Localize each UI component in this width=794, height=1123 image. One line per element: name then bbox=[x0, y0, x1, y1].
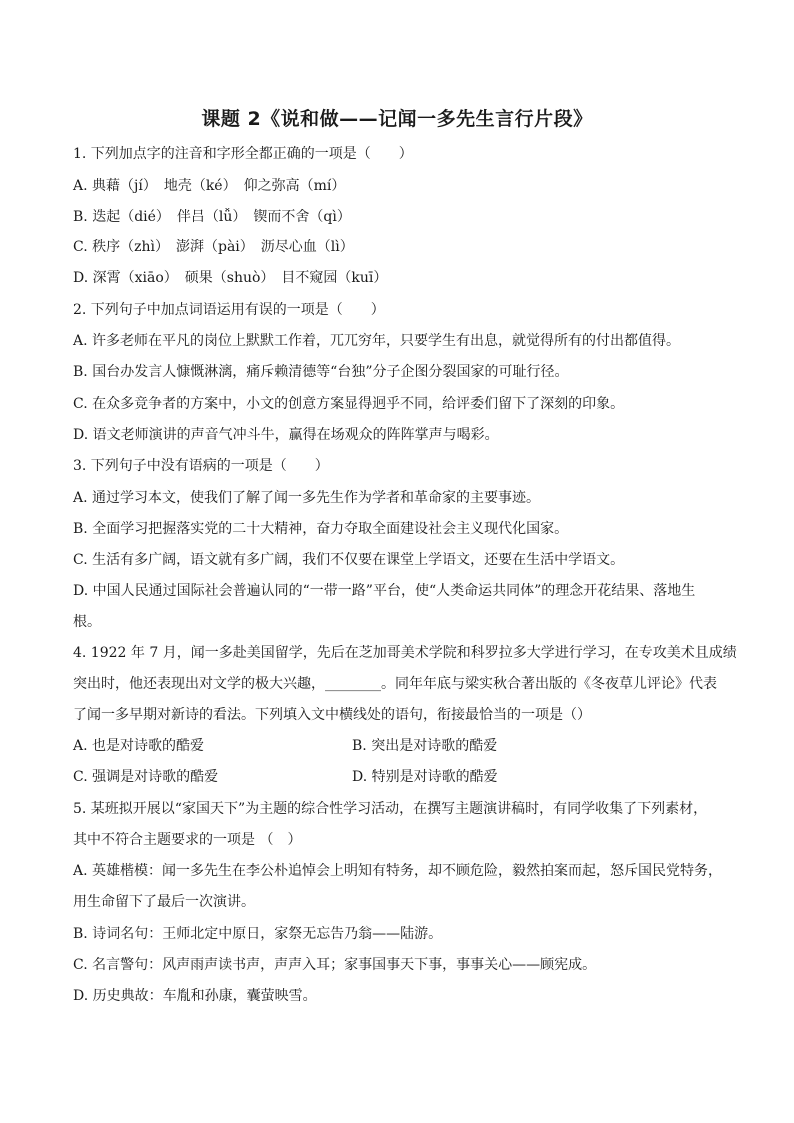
page-title: 课题 2《说和做——记闻一多先生言行片段》 bbox=[201, 108, 593, 130]
q5-option-c: C. 名言警句：风声雨声读书声，声声入耳；家事国事天下事，事事关心——顾宪成。 bbox=[73, 957, 597, 973]
q2-option-c: C. 在众多竞争者的方案中，小文的创意方案显得迥乎不同，给评委们留下了深刻的印象。 bbox=[73, 396, 625, 412]
q2-stem: 2. 下列句子中加点词语运用有误的一项是（ ） bbox=[73, 302, 385, 318]
q4-option-a: A. 也是对诗歌的酷爱 bbox=[73, 738, 205, 754]
q3-option-b: B. 全面学习把握落实党的二十大精神，奋力夺取全面建设社会主义现代化国家。 bbox=[73, 521, 569, 537]
q5-stem-line1: 5. 某班拟开展以“家国天下”为主题的综合性学习活动，在撰写主题演讲稿时，有同学收集了下列素材， bbox=[73, 801, 708, 817]
q3-option-c: C. 生活有多广阔，语文就有多广阔，我们不仅要在课堂上学语文，还要在生活中学语文。 bbox=[73, 552, 625, 568]
q5-option-a: A. 英雄楷模：闻一多先生在李公朴追悼会上明知有特务，却不顾危险，毅然拍案而起，怒斥国民党特务， bbox=[73, 863, 723, 879]
q3-stem: 3. 下列句子中没有语病的一项是（ ） bbox=[73, 458, 329, 474]
q5-option-b: B. 诗词名句：王师北定中原日，家祭无忘告乃翁——陆游。 bbox=[73, 926, 443, 942]
q4-option-d: D. 特别是对诗歌的酷爱 bbox=[352, 769, 498, 785]
q2-option-d: D. 语文老师演讲的声音气冲斗牛，赢得在场观众的阵阵掌声与喝彩。 bbox=[73, 427, 499, 443]
q2-option-b: B. 国台办发言人慷慨淋漓，痛斥赖清德等“台独”分子企图分裂国家的可耻行径。 bbox=[73, 364, 569, 380]
q1-option-c: C. 秩序（zhì） 澎湃（pài） 沥尽心血（lì） bbox=[73, 239, 354, 255]
q5-option-d: D. 历史典故：车胤和孙康，囊萤映雪。 bbox=[73, 988, 317, 1004]
q2-option-a: A. 许多老师在平凡的岗位上默默工作着，兀兀穷年，只要学生有出息，就觉得所有的付出都值得。 bbox=[73, 333, 681, 349]
q3-option-d-cont: 根。 bbox=[73, 614, 101, 630]
q4-option-b: B. 突出是对诗歌的酷爱 bbox=[352, 738, 498, 754]
q1-option-d: D. 深霄（xiāo） 硕果（shuò） 目不窥园（kuī） bbox=[73, 270, 388, 286]
q4-option-c: C. 强调是对诗歌的酷爱 bbox=[73, 769, 219, 785]
q4-stem-line1: 4. 1922 年 7 月，闻一多赴美国留学，先后在芝加哥美术学院和科罗拉多大学进行学习，在专攻美术且成绩 bbox=[73, 645, 737, 661]
q1-option-a: A. 典藉（jí） 地壳（ké） 仰之弥高（mí） bbox=[73, 178, 346, 194]
q4-stem-line3: 了闻一多早期对新诗的看法。下列填入文中横线处的语句，衔接最恰当的一项是（） bbox=[73, 707, 591, 723]
q5-stem-line2: 其中不符合主题要求的一项是 （ ） bbox=[73, 832, 302, 848]
q1-option-b: B. 迭起（dié） 伴吕（lǚ） 锲而不舍（qì） bbox=[73, 209, 351, 225]
q3-option-a: A. 通过学习本文，使我们了解了闻一多先生作为学者和革命家的主要事迹。 bbox=[73, 490, 541, 506]
q4-stem-line2: 突出时，他还表现出对文学的极大兴趣，________。同年年底与梁实秋合著出版的《冬夜草儿评论》代表 bbox=[73, 676, 717, 692]
q1-stem: 1. 下列加点字的注音和字形全都正确的一项是（ ） bbox=[73, 146, 413, 162]
q3-option-d: D. 中国人民通过国际社会普遍认同的“一带一路”平台，使“人类命运共同体”的理念开花结果、落地生 bbox=[73, 583, 696, 599]
q5-option-a-cont: 用生命留下了最后一次演讲。 bbox=[73, 894, 255, 910]
